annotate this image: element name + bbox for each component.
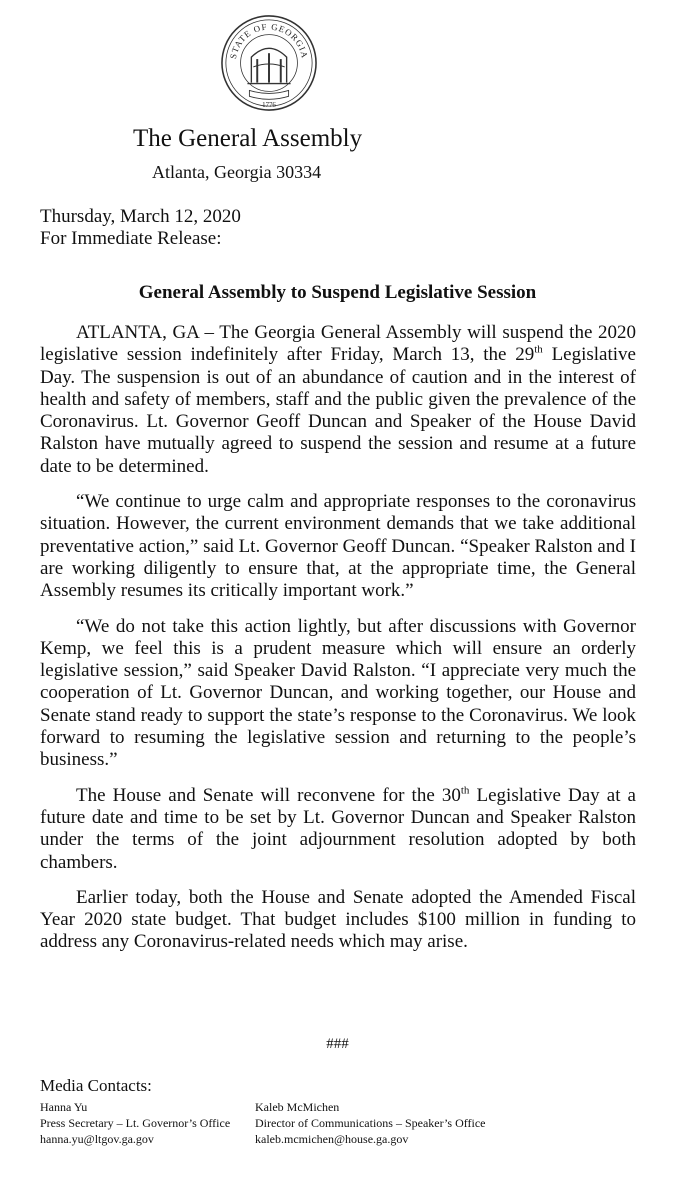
release-label: For Immediate Release: xyxy=(40,228,222,249)
paragraph-2: “We continue to urge calm and appropriate responses to the coronavirus situation. However, the current environment demands that we take additional preventative action,” said Lt. Governor Geoff Duncan. “Speaker Ralston and I are working diligently to ensure that, at the appropriate time, the General Assembly resumes its critically important work.” xyxy=(40,491,636,602)
media-contact-lt-governor xyxy=(40,1099,230,1147)
state-seal-logo xyxy=(220,14,318,112)
press-release-headline: General Assembly to Suspend Legislative Session xyxy=(138,282,537,303)
organization-title: The General Assembly xyxy=(133,125,363,152)
organization-address: Atlanta, Georgia 30334 xyxy=(152,162,322,182)
contact-title: Director of Communications – Speaker’s Office xyxy=(255,1116,486,1130)
end-of-release-mark: ### xyxy=(326,1036,349,1052)
release-dateline xyxy=(40,206,241,250)
press-release-body xyxy=(40,322,636,967)
contact-email: kaleb.mcmichen@house.ga.gov xyxy=(255,1132,409,1146)
contact-title: Press Secretary – Lt. Governor’s Office xyxy=(40,1116,231,1130)
contact-name: Hanna Yu xyxy=(40,1100,88,1114)
paragraph-1: ATLANTA, GA – The Georgia General Assembly will suspend the 2020 legislative session indefinitely after Friday, March 13, the 29th Legislative Day. The suspension is out of an abundance of caution and in the interest of health and safety of members, staff and the public given the prevalence of the Coronavirus. Lt. Governor Geoff Duncan and Speaker of the House David Ralston have mutually agreed to suspend the session and resume at a future date to be determined. xyxy=(40,322,636,477)
paragraph-3: “We do not take this action lightly, but after discussions with Governor Kemp, we feel this is a prudent measure which will ensure an orderly legislative session,” said Speaker David Ralston. “I appreciate very much the cooperation of Lt. Governor Duncan, and working together, our House and Senate stand ready to support the state’s response to the Coronavirus. We look forward to resuming the legislative session and returning to the people’s business.” xyxy=(40,615,636,771)
media-contact-speaker xyxy=(255,1099,486,1147)
media-contacts-heading: Media Contacts: xyxy=(40,1076,152,1095)
paragraph-5: Earlier today, both the House and Senate adopted the Amended Fiscal Year 2020 state budget. That budget includes $100 million in funding to address any Coronavirus-related needs which may arise. xyxy=(40,886,636,953)
paragraph-4: The House and Senate will reconvene for the 30th Legislative Day at a future date and time to be set by Lt. Governor Duncan and Speaker Ralston under the terms of the joint adjournment resolution adopted by both chambers. xyxy=(40,784,636,873)
release-date: Thursday, March 12, 2020 xyxy=(40,206,241,227)
contact-email: hanna.yu@ltgov.ga.gov xyxy=(40,1132,154,1146)
contact-name: Kaleb McMichen xyxy=(255,1100,340,1114)
seal-year: 1776 xyxy=(262,102,276,110)
seal-lettering: STATE OF GEORGIA xyxy=(227,21,311,60)
